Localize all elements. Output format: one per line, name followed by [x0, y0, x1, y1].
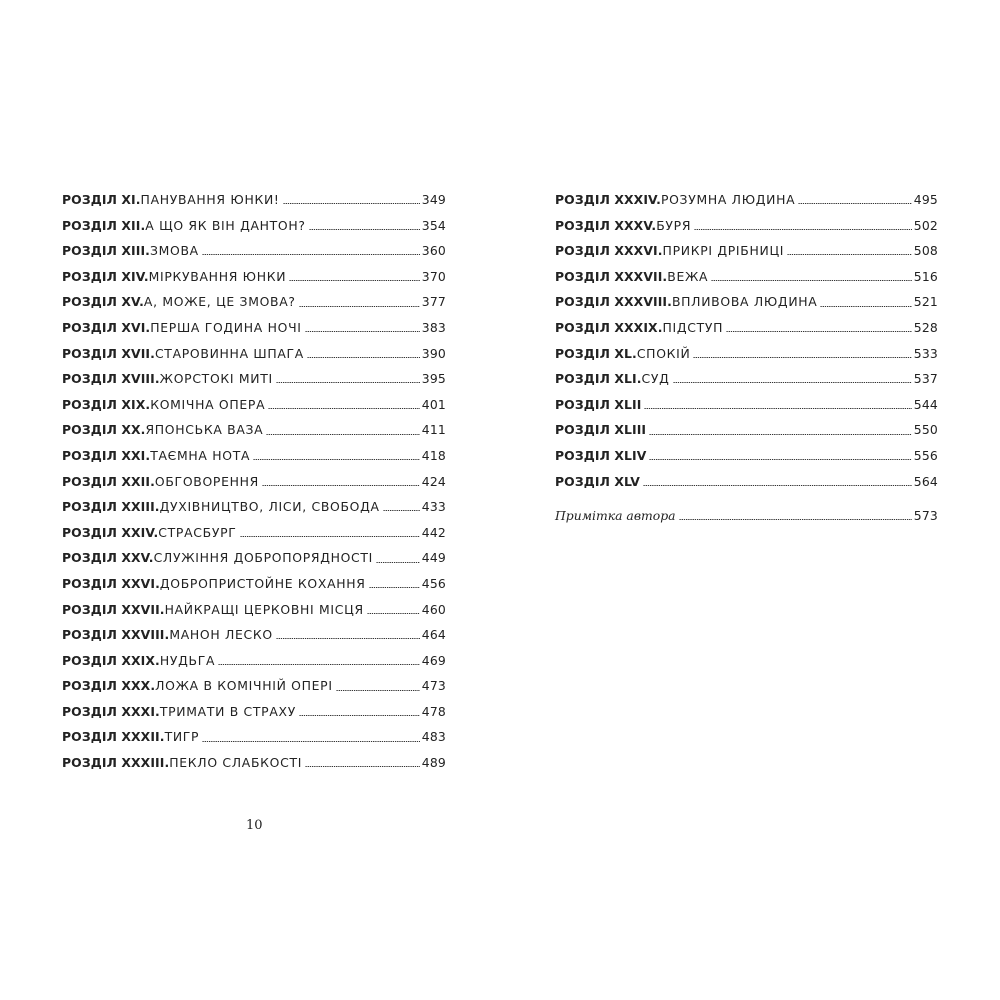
chapter-label: РОЗДІЛ XXXII. [62, 729, 165, 745]
chapter-title: СТАРОВИННА ШПАГА [154, 345, 304, 361]
dot-leader [268, 408, 419, 409]
chapter-label: РОЗДІЛ XXIV. [62, 524, 159, 540]
chapter-label: РОЗДІЛ XV. [62, 294, 144, 310]
chapter-title: МАНОН ЛЕСКО [169, 627, 273, 643]
toc-entry-author-note [555, 503, 938, 529]
chapter-label: РОЗДІЛ XVIII. [62, 371, 160, 387]
toc-entry [62, 289, 446, 315]
chapter-page-number: 508 [913, 243, 938, 259]
toc-entry [62, 341, 446, 367]
toc-entry [62, 443, 446, 469]
chapter-label: РОЗДІЛ XLI. [555, 371, 642, 387]
chapter-title: ПЕРША ГОДИНА НОЧІ [150, 319, 302, 335]
chapter-page-number: 383 [421, 319, 446, 335]
toc-entry [555, 341, 938, 367]
chapter-label: РОЗДІЛ XLII [555, 396, 642, 412]
chapter-title: ВЕЖА [667, 268, 709, 284]
toc-entry [62, 673, 446, 699]
dot-leader [726, 331, 912, 332]
toc-entry [555, 238, 938, 264]
chapter-page-number: 537 [913, 371, 938, 387]
chapter-label: РОЗДІЛ XLIV [555, 447, 647, 463]
chapter-page-number: 433 [421, 499, 446, 515]
chapter-label: РОЗДІЛ XXXIX. [555, 319, 663, 335]
chapter-page-number: 456 [421, 575, 446, 591]
chapter-label: РОЗДІЛ XLIII [555, 422, 647, 438]
chapter-title: ТИГР [164, 729, 200, 745]
chapter-title: НУДЬГА [159, 652, 216, 668]
dot-leader [289, 280, 420, 281]
dot-leader [253, 459, 420, 460]
toc-entry [555, 417, 938, 443]
chapter-page-number: 424 [421, 473, 446, 489]
chapter-title: ПАНУВАННЯ ЮНКИ! [140, 192, 280, 207]
toc-entry [555, 443, 938, 469]
chapter-label: РОЗДІЛ XXXI. [62, 703, 160, 719]
toc-entry [62, 724, 446, 750]
chapter-label: РОЗДІЛ XIV. [62, 268, 149, 284]
toc-column-right [555, 187, 938, 529]
toc-entry [62, 494, 446, 520]
dot-leader [266, 434, 419, 435]
toc-entry [62, 750, 446, 776]
chapter-title: КОМІЧНА ОПЕРА [150, 396, 266, 412]
chapter-title: СУД [641, 371, 670, 387]
dot-leader [305, 766, 420, 767]
dot-leader [202, 741, 420, 742]
chapter-title: ВПЛИВОВА ЛЮДИНА [671, 294, 818, 310]
chapter-label: РОЗДІЛ XXXVIII. [555, 294, 672, 310]
chapter-page-number: 489 [421, 755, 446, 771]
chapter-label: РОЗДІЛ XLV [555, 473, 640, 489]
toc-entry [62, 366, 446, 392]
chapter-label: РОЗДІЛ XI. [62, 192, 141, 207]
toc-entry [555, 392, 938, 418]
chapter-title: ТАЄМНА НОТА [150, 447, 251, 463]
dot-leader [202, 254, 420, 255]
toc-entry [62, 520, 446, 546]
chapter-label: РОЗДІЛ XII. [62, 217, 146, 233]
dot-leader [649, 459, 911, 460]
dot-leader [305, 331, 420, 332]
toc-entry [62, 238, 446, 264]
chapter-label: РОЗДІЛ XXXIII. [62, 755, 170, 771]
chapter-title: А ЩО ЯК ВІН ДАНТОН? [145, 217, 306, 233]
chapter-title: НАЙКРАЩІ ЦЕРКОВНІ МІСЦЯ [164, 601, 364, 617]
chapter-page-number: 370 [421, 268, 446, 284]
author-note-title: Примітка автора [555, 508, 676, 524]
dot-leader [299, 715, 420, 716]
dot-leader [798, 203, 911, 204]
chapter-label: РОЗДІЛ XL. [555, 345, 637, 361]
chapter-label: РОЗДІЛ XXII. [62, 473, 155, 489]
chapter-page-number: 460 [421, 601, 446, 617]
chapter-title: ПЕКЛО СЛАБКОСТІ [169, 755, 303, 771]
chapter-label: РОЗДІЛ XXXVII. [555, 268, 668, 284]
chapter-label: РОЗДІЛ XVI. [62, 319, 151, 335]
toc-entry [555, 289, 938, 315]
chapter-title: ЖОРСТОКІ МИТІ [159, 371, 273, 387]
dot-leader [644, 408, 911, 409]
dot-leader [820, 306, 911, 307]
dot-leader [694, 229, 912, 230]
chapter-label: РОЗДІЛ XXXV. [555, 217, 657, 233]
toc-entry [62, 187, 446, 213]
chapter-page-number: 516 [913, 268, 938, 284]
chapter-page-number: 349 [421, 192, 446, 207]
chapter-title: ЛОЖА В КОМІЧНІЙ ОПЕРІ [155, 678, 333, 694]
chapter-page-number: 360 [421, 243, 446, 259]
toc-entry [62, 264, 446, 290]
chapter-title: СПОКІЙ [636, 345, 691, 361]
chapter-title: ДУХІВНИЦТВО, ЛІСИ, СВОБОДА [159, 499, 380, 515]
author-note-page-number: 573 [913, 508, 938, 524]
chapter-page-number: 442 [421, 524, 446, 540]
chapter-page-number: 469 [421, 652, 446, 668]
dot-leader [262, 485, 420, 486]
dot-leader [711, 280, 912, 281]
chapter-title: РОЗУМНА ЛЮДИНА [660, 192, 796, 207]
chapter-title: ДОБРОПРИСТОЙНЕ КОХАННЯ [159, 575, 366, 591]
dot-leader [299, 306, 420, 307]
chapter-page-number: 533 [913, 345, 938, 361]
toc-entry [555, 264, 938, 290]
toc-entry [555, 187, 938, 213]
chapter-title: ЯПОНСЬКА ВАЗА [145, 422, 264, 438]
chapter-label: РОЗДІЛ XX. [62, 422, 146, 438]
chapter-page-number: 464 [421, 627, 446, 643]
toc-entry [62, 213, 446, 239]
chapter-page-number: 390 [421, 345, 446, 361]
chapter-page-number: 411 [421, 422, 446, 438]
toc-entry [62, 648, 446, 674]
chapter-page-number: 473 [421, 678, 446, 694]
chapter-page-number: 483 [421, 729, 446, 745]
chapter-title: ПІДСТУП [662, 319, 724, 335]
toc-entry [62, 622, 446, 648]
chapter-page-number: 377 [421, 294, 446, 310]
toc-entry [62, 469, 446, 495]
toc-entry [62, 392, 446, 418]
dot-leader [309, 229, 420, 230]
chapter-label: РОЗДІЛ XXXIV. [555, 192, 661, 207]
chapter-title: ОБГОВОРЕННЯ [154, 473, 259, 489]
chapter-page-number: 528 [913, 319, 938, 335]
toc-entry [62, 699, 446, 725]
toc-entry [62, 597, 446, 623]
toc-entry [62, 545, 446, 571]
chapter-title: А, МОЖЕ, ЦЕ ЗМОВА? [143, 294, 296, 310]
toc-entry [62, 571, 446, 597]
toc-entry [555, 315, 938, 341]
chapter-label: РОЗДІЛ XXVII. [62, 601, 165, 617]
dot-leader [283, 203, 420, 204]
dot-leader [693, 357, 911, 358]
dot-leader [649, 434, 912, 435]
chapter-page-number: 478 [421, 703, 446, 719]
chapter-page-number: 564 [913, 473, 938, 489]
dot-leader [276, 638, 420, 639]
toc-column-left [62, 187, 446, 776]
toc-entry [62, 315, 446, 341]
dot-leader [367, 613, 420, 614]
chapter-label: РОЗДІЛ XIII. [62, 243, 150, 259]
chapter-label: РОЗДІЛ XXX. [62, 678, 156, 694]
chapter-label: РОЗДІЛ XXXVI. [555, 243, 663, 259]
dot-leader [307, 357, 420, 358]
dot-leader [336, 690, 420, 691]
chapter-label: РОЗДІЛ XXIII. [62, 499, 160, 515]
dot-leader [673, 382, 912, 383]
chapter-title: ТРИМАТИ В СТРАХУ [159, 703, 296, 719]
chapter-title: ЗМОВА [149, 243, 199, 259]
chapter-page-number: 544 [913, 396, 938, 412]
chapter-page-number: 502 [913, 217, 938, 233]
chapter-label: РОЗДІЛ XXIX. [62, 652, 160, 668]
dot-leader [643, 485, 912, 486]
dot-leader [276, 382, 420, 383]
dot-leader [240, 536, 420, 537]
chapter-label: РОЗДІЛ XVII. [62, 345, 155, 361]
chapter-label: РОЗДІЛ XXVIII. [62, 627, 170, 643]
chapter-title: МІРКУВАННЯ ЮНКИ [148, 268, 287, 284]
chapter-page-number: 521 [913, 294, 938, 310]
chapter-label: РОЗДІЛ XXVI. [62, 575, 160, 591]
toc-entry [555, 469, 938, 495]
chapter-page-number: 395 [421, 371, 446, 387]
toc-entry [555, 213, 938, 239]
dot-leader [383, 510, 420, 511]
chapter-label: РОЗДІЛ XXV. [62, 550, 154, 566]
chapter-title: СЛУЖІННЯ ДОБРОПОРЯДНОСТІ [153, 550, 374, 566]
page-number: 10 [246, 818, 263, 833]
dot-leader [787, 254, 912, 255]
chapter-title: БУРЯ [656, 217, 692, 233]
chapter-page-number: 556 [913, 447, 938, 463]
chapter-title: ПРИКРІ ДРІБНИЦІ [662, 243, 785, 259]
dot-leader [218, 664, 420, 665]
chapter-label: РОЗДІЛ XXI. [62, 447, 151, 463]
chapter-page-number: 354 [421, 217, 446, 233]
chapter-page-number: 418 [421, 447, 446, 463]
chapter-page-number: 401 [421, 396, 446, 412]
chapter-title: СТРАСБУРГ [158, 524, 237, 540]
toc-entry [62, 417, 446, 443]
dot-leader [679, 519, 912, 520]
dot-leader [369, 587, 420, 588]
chapter-page-number: 495 [913, 192, 938, 207]
chapter-page-number: 449 [421, 550, 446, 566]
toc-entry [555, 366, 938, 392]
dot-leader [376, 562, 420, 563]
chapter-page-number: 550 [913, 422, 938, 438]
chapter-label: РОЗДІЛ XIX. [62, 396, 151, 412]
